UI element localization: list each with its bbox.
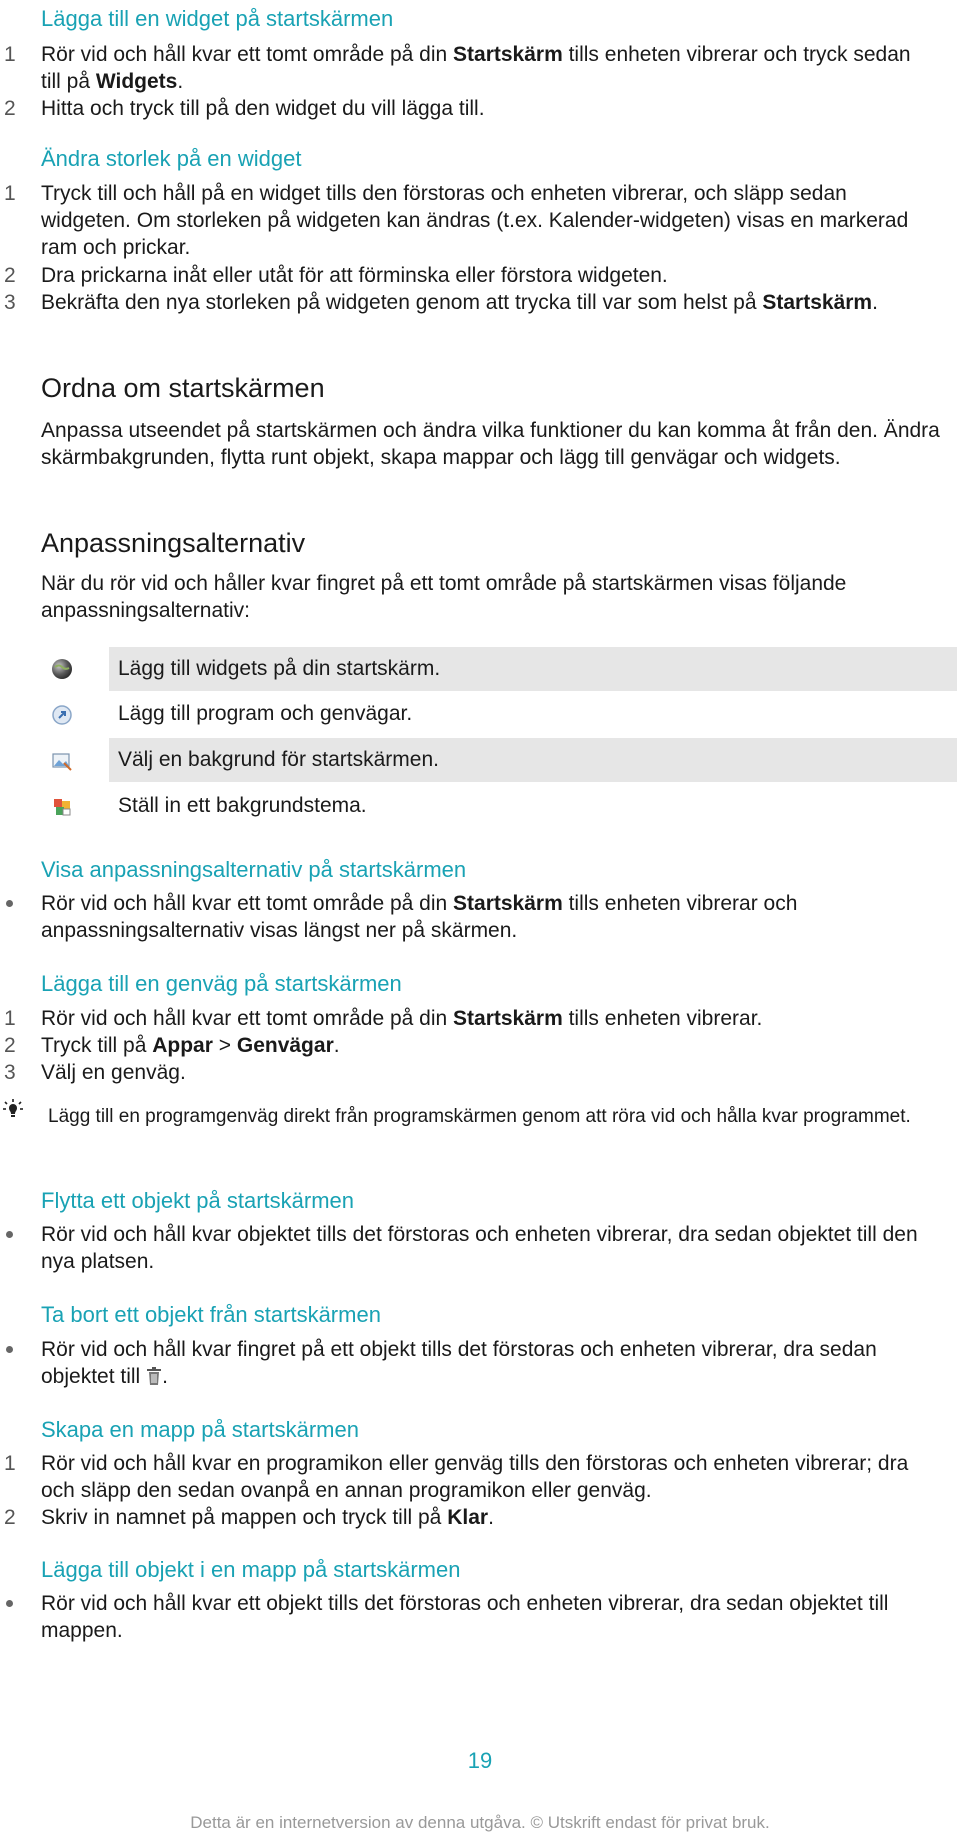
bullet-dot <box>6 1600 13 1607</box>
step-number: 3 <box>4 291 16 314</box>
ui-term-genvagar: Genvägar <box>236 1034 334 1057</box>
step-text: . <box>488 1506 494 1529</box>
app-shortcut-icon <box>50 703 74 727</box>
step-text: > <box>212 1034 237 1057</box>
bullet-dot <box>6 900 13 907</box>
ui-term-startskarm: Startskärm <box>453 1007 563 1030</box>
step-add-widget-1 <box>41 41 921 95</box>
ui-term-startskarm: Startskärm <box>453 43 563 66</box>
step-text: Tryck till på <box>41 1034 153 1057</box>
step-text: tills enheten vibrerar. <box>562 1007 763 1030</box>
ui-term-startskarm: Startskärm <box>453 892 563 915</box>
step-number: 2 <box>4 97 16 120</box>
step-text: tills enheten vibrerar och tryck sedan till på <box>41 43 911 93</box>
step-text: Bekräfta den nya storleken på widgeten genom att trycka till var som helst på <box>41 291 763 314</box>
bullet-move-item: Rör vid och håll kvar objektet tills det förstoras och enheten vibrerar, dra sedan objektet till den nya platsen. <box>41 1223 918 1273</box>
section-title-arrange: Ordna om startskärmen <box>41 373 325 403</box>
step-text: Rör vid och håll kvar ett tomt område på din <box>41 892 454 915</box>
step-number: 2 <box>4 1506 16 1529</box>
bullet-dot <box>6 1231 13 1238</box>
option-row-widgets: Lägg till widgets på din startskärm. <box>109 647 957 691</box>
step-text: Rör vid och håll kvar fingret på ett objekt tills det förstoras och enheten vibrerar, dra sedan objektet till <box>41 1338 877 1388</box>
step-text: . <box>333 1034 340 1057</box>
theme-icon <box>50 795 74 819</box>
page-footer: Detta är en internetversion av denna utgåva. © Utskrift endast för privat bruk. <box>190 1813 770 1832</box>
step-text: . <box>162 1365 168 1388</box>
section-title-create-folder: Skapa en mapp på startskärmen <box>41 1417 359 1442</box>
arrange-body: Anpassa utseendet på startskärmen och ändra vilka funktioner du kan komma åt från den. Ändra skärmbakgrunden, flytta runt objekt, skapa mappar och lägg till genvägar och widgets. <box>41 419 940 469</box>
section-title-add-shortcut: Lägga till en genväg på startskärmen <box>41 971 402 996</box>
section-title-options: Anpassningsalternativ <box>41 528 306 558</box>
bullet-add-to-folder: Rör vid och håll kvar ett objekt tills det förstoras och enheten vibrerar, dra sedan objektet till mappen. <box>41 1592 889 1642</box>
step-add-shortcut-3: Välj en genväg. <box>41 1061 186 1084</box>
step-number: 2 <box>4 1034 16 1057</box>
step-create-folder-1: Rör vid och håll kvar en programikon eller genväg tills den förstoras och enheten vibrerar; dra och släpp den sedan ovanpå en annan programikon eller genväg. <box>41 1452 909 1502</box>
step-resize-widget-1: Tryck till och håll på en widget tills den förstoras och enheten vibrerar, och släpp sedan widgeten. Om storleken på widgeten kan ändras (t.ex. Kalender-widgeten) visas en markerad ram och prickar. <box>41 182 909 259</box>
step-add-widget-2: Hitta och tryck till på den widget du vill lägga till. <box>41 97 485 120</box>
ui-term-startskarm: Startskärm <box>762 291 873 314</box>
section-title-add-widget: Lägga till en widget på startskärmen <box>41 6 394 31</box>
step-text: . <box>177 70 184 93</box>
section-title-resize-widget: Ändra storlek på en widget <box>41 146 302 171</box>
section-title-add-to-folder: Lägga till objekt i en mapp på startskärmen <box>41 1557 461 1582</box>
option-row-wallpaper: Välj en bakgrund för startskärmen. <box>109 738 957 782</box>
step-text: Skriv in namnet på mappen och tryck till på <box>41 1506 448 1529</box>
bullet-remove-item <box>41 1336 921 1390</box>
step-text: Rör vid och håll kvar ett tomt område på din <box>41 43 454 66</box>
page-number: 19 <box>467 1748 493 1773</box>
section-title-show-options: Visa anpassningsalternativ på startskärmen <box>41 857 467 882</box>
step-add-shortcut-2 <box>41 1032 921 1059</box>
step-text: . <box>872 291 878 314</box>
options-body: När du rör vid och håller kvar fingret på ett tomt område på startskärmen visas följande anpassningsalternativ: <box>41 572 847 622</box>
step-create-folder-2 <box>41 1504 921 1531</box>
step-number: 1 <box>4 1007 16 1030</box>
section-title-move-item: Flytta ett objekt på startskärmen <box>41 1188 355 1213</box>
ui-term-widgets: Widgets <box>95 70 178 93</box>
section-title-remove-item: Ta bort ett objekt från startskärmen <box>41 1302 381 1327</box>
step-add-shortcut-1 <box>41 1005 921 1032</box>
bullet-dot <box>6 1346 13 1353</box>
step-text: Rör vid och håll kvar ett tomt område på din <box>41 1007 454 1030</box>
option-row-theme: Ställ in ett bakgrundstema. <box>118 794 367 817</box>
bullet-show-options <box>41 890 921 944</box>
lightbulb-tip-icon <box>2 1098 24 1120</box>
trash-icon <box>146 1366 162 1386</box>
globe-icon <box>50 657 74 681</box>
step-number: 1 <box>4 43 16 66</box>
step-resize-widget-3 <box>41 289 921 316</box>
step-resize-widget-2: Dra prickarna inåt eller utåt för att förminska eller förstora widgeten. <box>41 264 668 287</box>
ui-term-klar: Klar <box>447 1506 489 1529</box>
step-number: 1 <box>4 182 16 205</box>
step-number: 2 <box>4 264 16 287</box>
option-row-apps: Lägg till program och genvägar. <box>118 702 413 725</box>
wallpaper-icon <box>50 749 74 773</box>
step-number: 3 <box>4 1061 16 1084</box>
step-text: tills enheten vibrerar och anpassningsalternativ visas längst ner på skärmen. <box>41 892 798 942</box>
step-number: 1 <box>4 1452 16 1475</box>
ui-term-appar: Appar <box>152 1034 213 1057</box>
tip-text: Lägg till en programgenväg direkt från programskärmen genom att röra vid och hålla kvar programmet. <box>48 1106 911 1127</box>
